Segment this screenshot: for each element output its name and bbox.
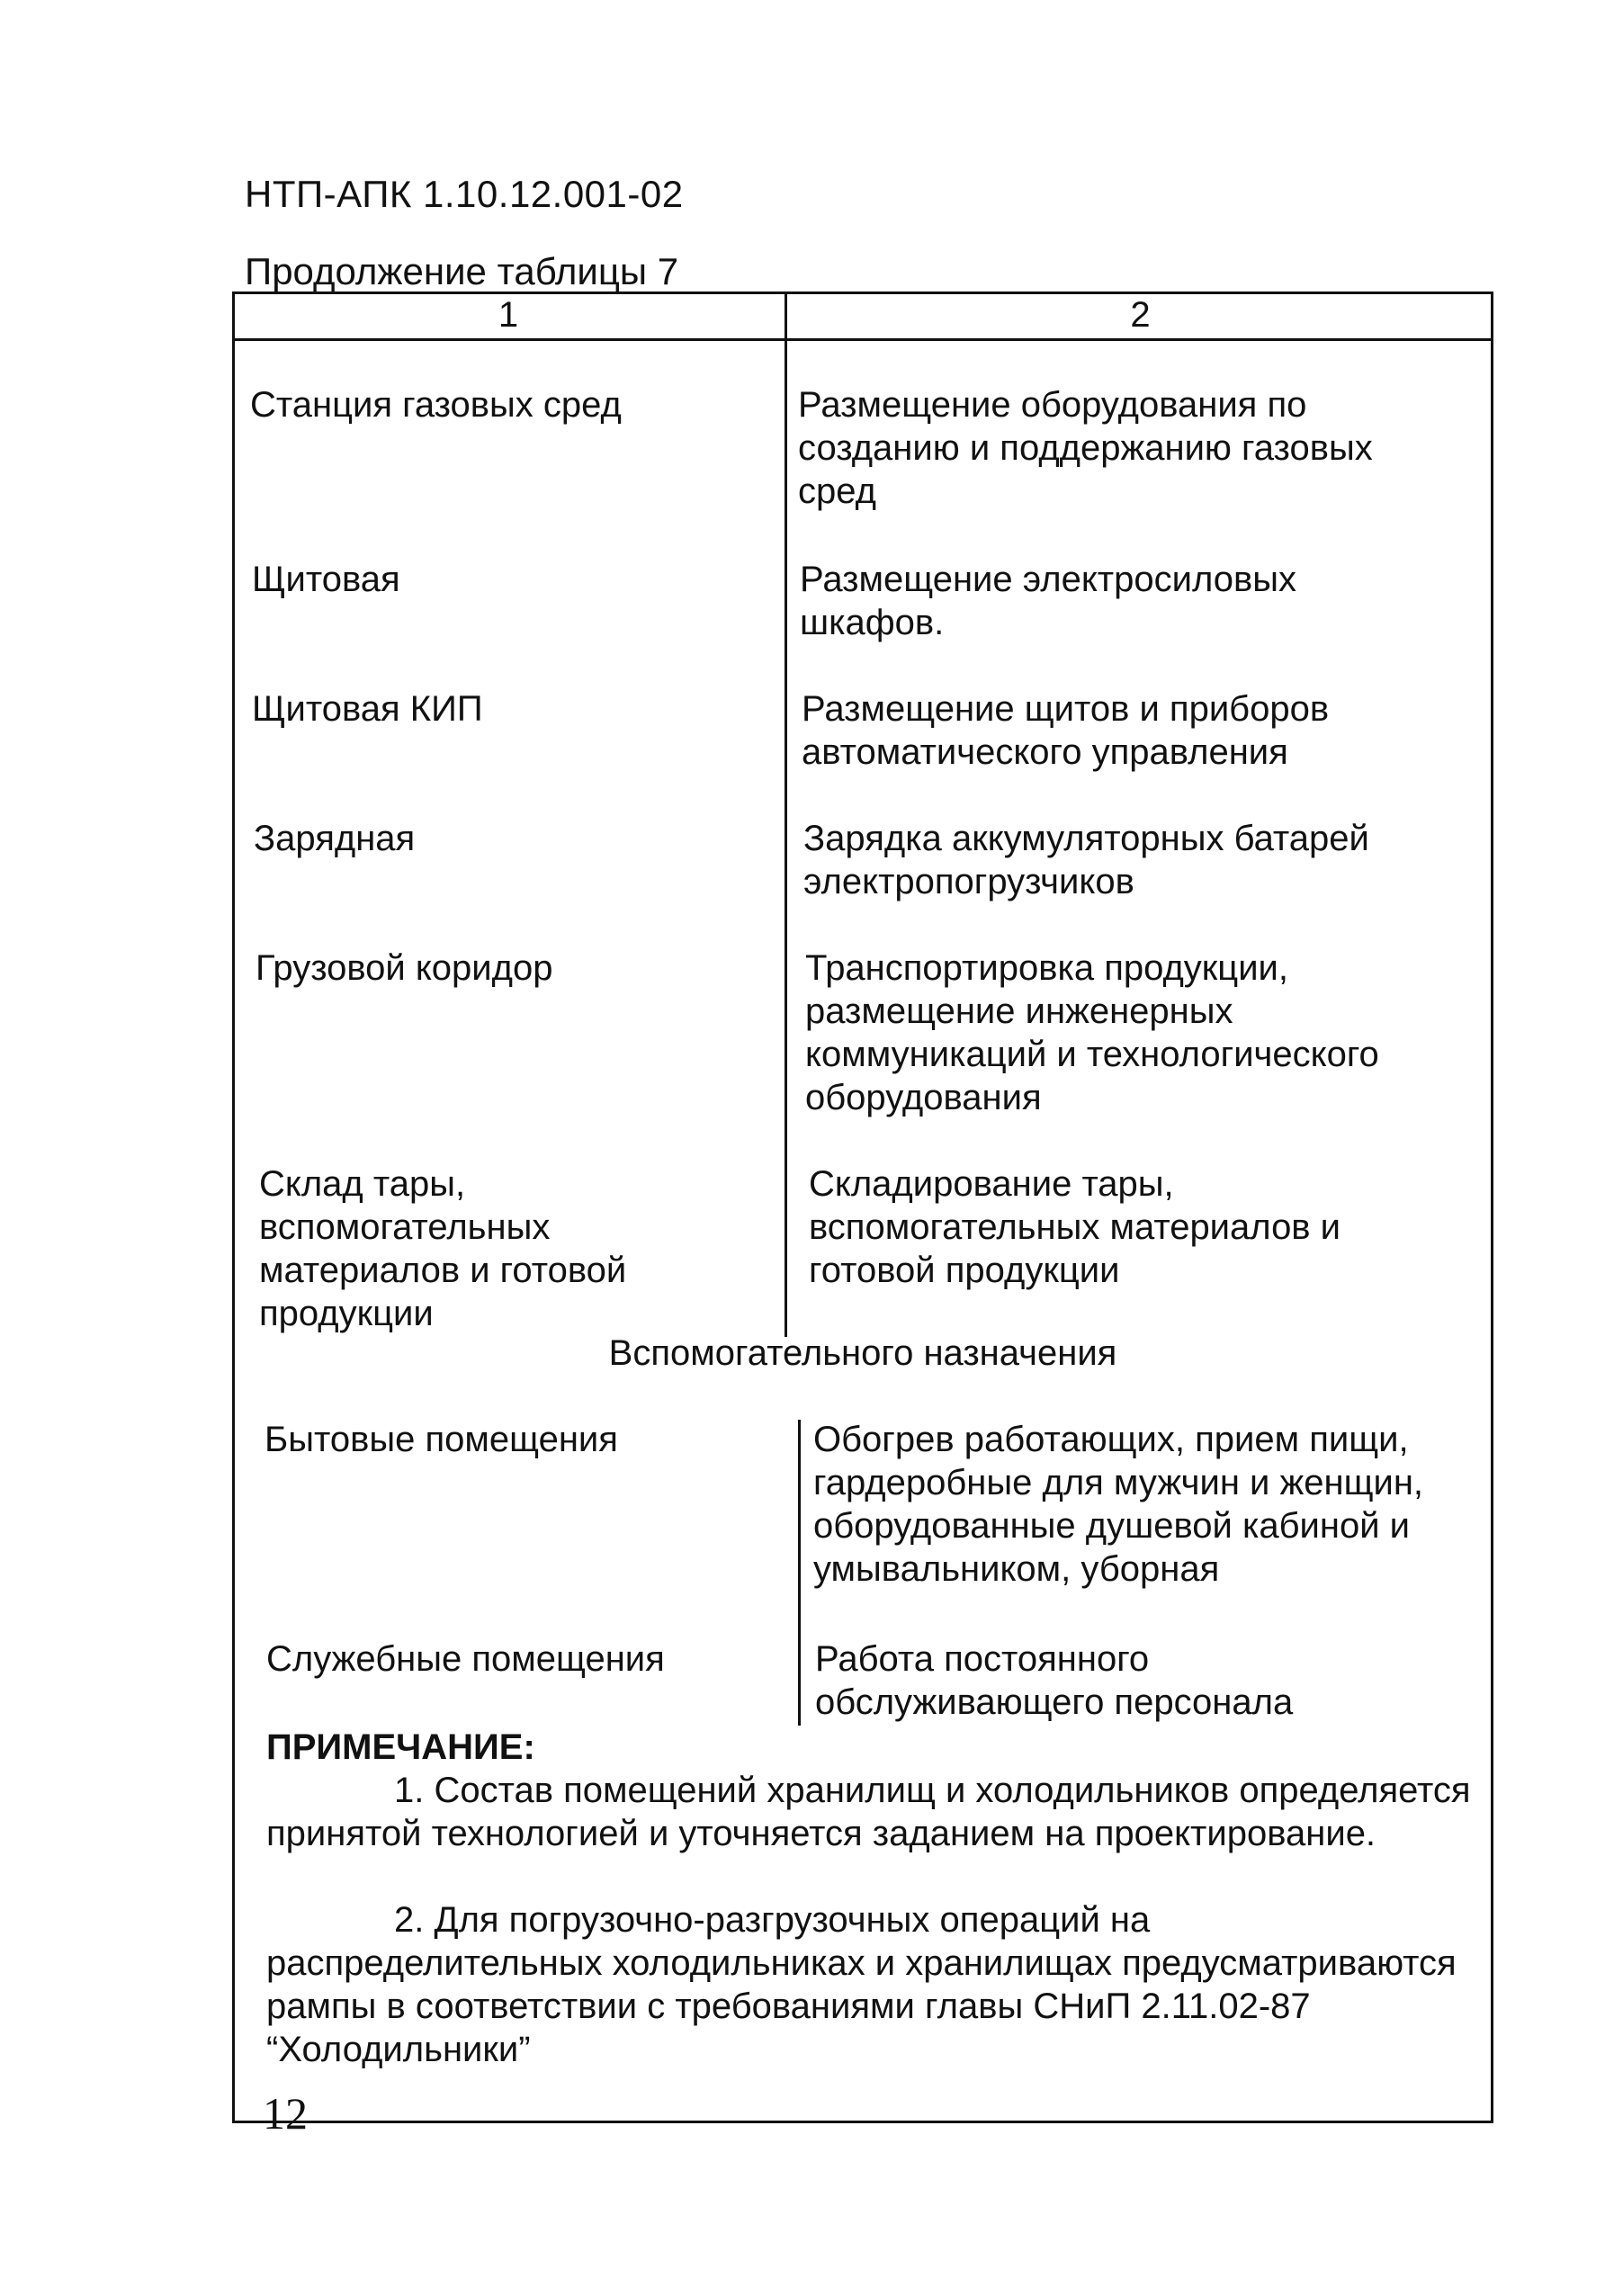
table-row-room: Станция газовых сред — [250, 385, 622, 425]
table-row-room: Служебные помещения — [266, 1639, 665, 1679]
table-row-purpose: Обогрев работающих, прием пищи, гардеробные для мужчин и женщин, оборудованные душевой кабиной и умывальником, уборная — [813, 1420, 1424, 1589]
note-item: 2. Для погрузочно-разгрузочных операций на распределительных холодильниках и хранилищах предусматриваются рампы в соответствии с требованиями главы СНиП 2.11.02-87 “Холодильники” — [266, 1900, 1457, 2069]
table-row-room: Бытовые помещения — [265, 1420, 618, 1459]
table-row-room: Зарядная — [254, 819, 416, 858]
table-row-purpose: Зарядка аккумуляторных батарей электропогрузчиков — [803, 819, 1369, 901]
table-row-purpose: Работа постоянного обслуживающего персонала — [815, 1639, 1294, 1722]
table-row-purpose: Размещение щитов и приборов автоматического управления — [802, 689, 1330, 772]
column-header-1: 1 — [498, 295, 519, 335]
section-heading: Вспомогательного назначения — [608, 1333, 1117, 1373]
table-caption: Продолжение таблицы 7 — [245, 250, 679, 292]
table-row-purpose: Складирование тары, вспомогательных материалов и готовой продукции — [809, 1164, 1341, 1290]
table-row-room: Склад тары, вспомогательных материалов и готовой продукции — [259, 1164, 627, 1333]
note-item: 1. Состав помещений хранилищ и холодильников определяется принятой технологией и уточняется заданием на проектирование. — [266, 1771, 1471, 1853]
table-row-purpose: Размещение электросиловых шкафов. — [800, 560, 1296, 642]
table-row-room: Щитовая КИП — [252, 689, 483, 729]
page-number: 12 — [263, 2088, 308, 2139]
note-title: ПРИМЕЧАНИЕ: — [266, 1727, 535, 1767]
table-row-room: Щитовая — [252, 560, 400, 599]
table-row-room: Грузовой коридор — [256, 948, 553, 988]
table-row-purpose: Транспортировка продукции, размещение инженерных коммуникаций и технологического оборудования — [805, 948, 1379, 1117]
table-row-purpose: Размещение оборудования по созданию и поддержанию газовых сред — [798, 385, 1373, 511]
table-header-divider — [232, 338, 1493, 341]
column-header-2: 2 — [1130, 295, 1151, 335]
document-code: НТП-АПК 1.10.12.001-02 — [245, 173, 684, 215]
